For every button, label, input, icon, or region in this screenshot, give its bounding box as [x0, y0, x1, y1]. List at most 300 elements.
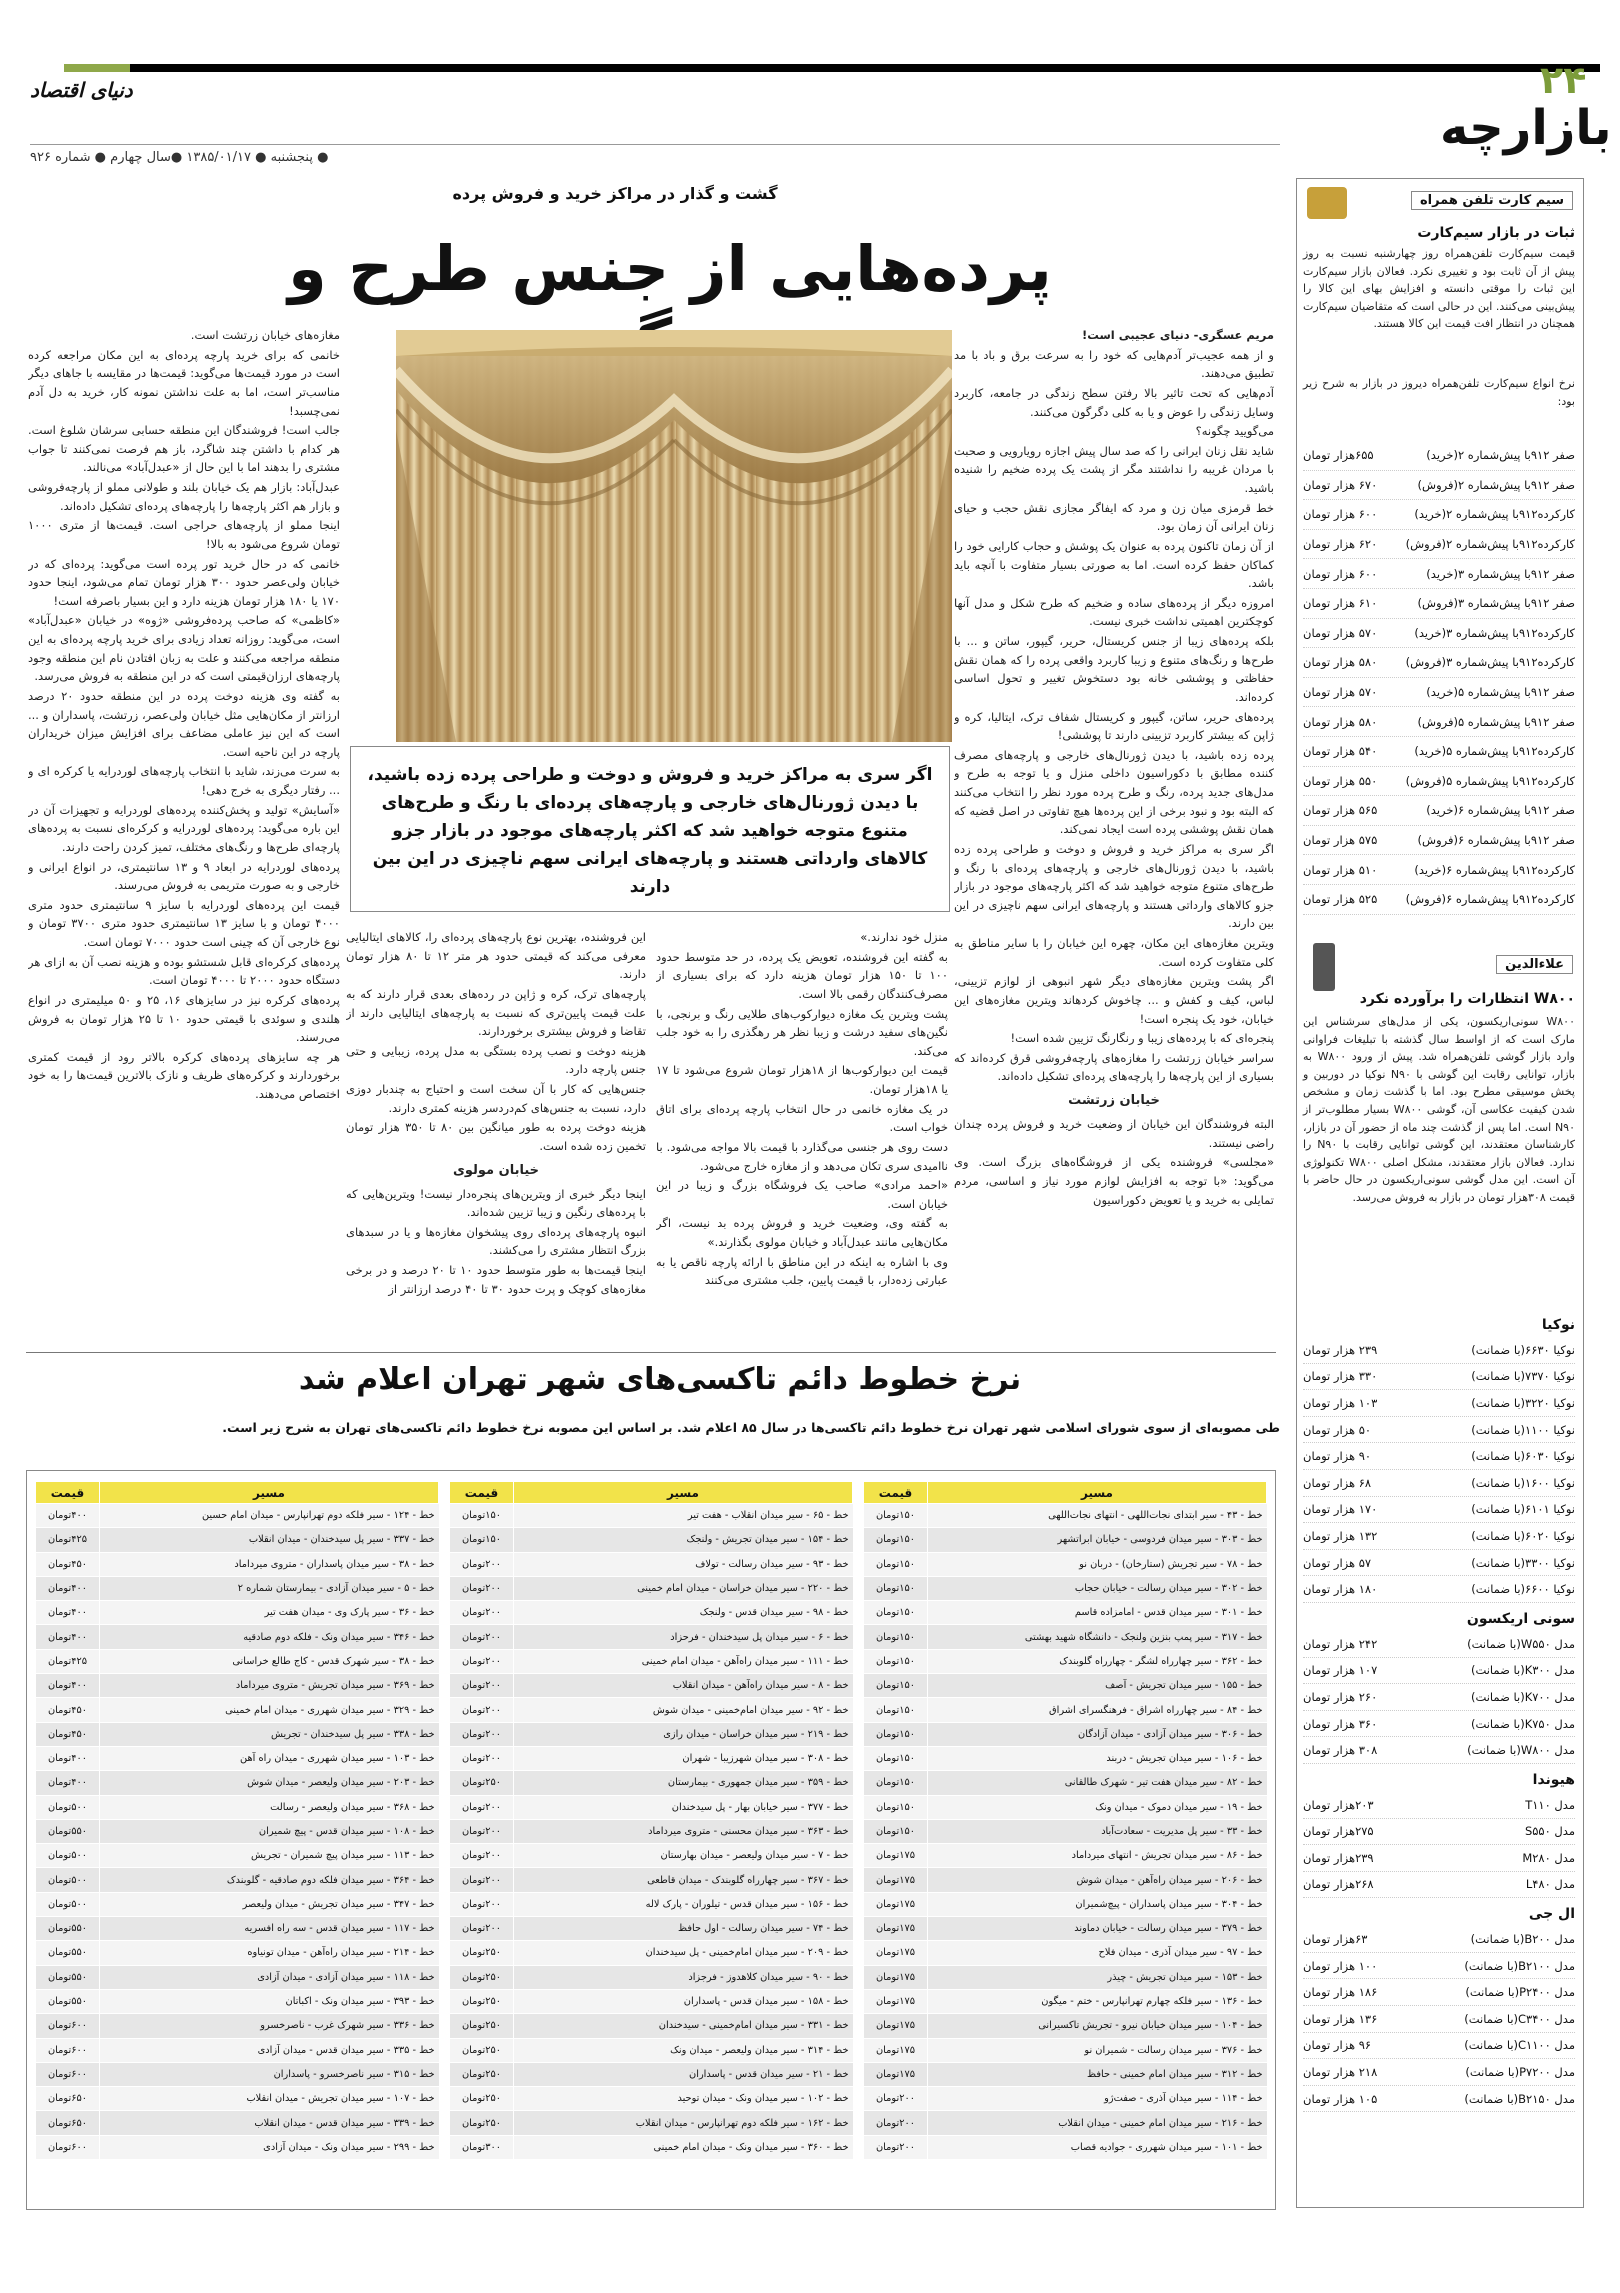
taxi-row — [864, 1601, 1267, 1625]
taxi-route: خط - ۱۰۳ - سیر میدان شهرری - میدان راه آهن — [100, 1746, 439, 1770]
taxi-route: خط - ۳۳۶ - سیر شهرک غرب - ناصرخسرو — [100, 2014, 439, 2038]
taxi-price: ۲۰۰تومان — [450, 1722, 514, 1746]
taxi-route: خط - ۱۵۳ - سیر میدان تجریش - چیذر — [928, 1965, 1267, 1989]
brand-title: ال جی — [1528, 1906, 1575, 1923]
article-paragraph: اینجا قیمت‌ها به طور متوسط حدود ۱۰ تا ۲۰ درصد و در برخی مغازه‌های کوچک و پرت حدود ۳۰ تا ۴۰ درصد ارزانتر از — [346, 1263, 646, 1296]
phone-price: ۵۰ هزار تومان — [1303, 1422, 1372, 1437]
sim-name: کارکرده۹۱۲با پیش‌شماره ۲(فروش) — [1405, 537, 1575, 552]
sim-price: ۵۵۰ هزار تومان — [1303, 773, 1378, 788]
taxi-price: ۶۵۰تومان — [36, 2087, 100, 2111]
taxi-price: ۵۰۰تومان — [36, 1868, 100, 1892]
taxi-route: خط - ۹۷ - سیر میدان آذری - میدان فلاح — [928, 1941, 1267, 1965]
article-paragraph: جالب است! فروشندگان این منطقه حسابی سرشان شلوغ است. هر کدام با داشتن چند شاگرد، باز هم فرصت نمی‌کنند تا جواب مشتری را بدهند اما با این حال از «عبدل‌آباد» می‌نالند. — [28, 423, 340, 475]
article-paragraph: و از همه عجیب‌تر آدم‌هایی که خود را به سرعت برق و باد با مد تطبیق می‌دهند. — [954, 347, 1274, 381]
taxi-price: ۴۰۰تومان — [36, 1746, 100, 1770]
article-paragraph: عبدل‌آباد: بازار هم یک خیابان بلند و طولانی مملو از پارچه‌فروشی و بازار هم اکثر پارچه‌ها را پارچه‌های پرده‌ای تشکیل داده‌اند. — [28, 480, 340, 513]
phone-price-row — [1303, 1364, 1575, 1391]
taxi-route: خط - ۲۲۰ - سیر میدان خراسان - میدان امام خمینی — [514, 1576, 853, 1600]
taxi-col-price: قیمت — [450, 1482, 514, 1504]
taxi-row — [36, 1504, 439, 1528]
phone-price-row — [1303, 2059, 1575, 2086]
article-paragraph: «مجلسی» فروشنده یکی از فروشگاه‌های بزرگ است. وی می‌گوید: «با توجه به افزایش لوازم مورد نیاز و اساسی، مردم تمایلی به خرید و یا تعویض دکوراسیون — [954, 1155, 1274, 1207]
taxi-row — [450, 1601, 853, 1625]
taxi-route: خط - ۲۰۶ - سیر میدان راه‌آهن - میدان شوش — [928, 1868, 1267, 1892]
taxi-row — [36, 1771, 439, 1795]
article-paragraph: پرده زده باشید، با دیدن ژورنال‌های خارجی و پارچه‌های مصرف کننده مطابق با دکوراسیون داخلی منزل و یا توجه به طرح و مدل‌های جدید پرده، رنگ و طرح پرده مورد نظر را انتخاب می‌کنند که البته بود و نبود برخی از این پرده‌ها هیچ تفاوتی در اصل قضیه که همان نقش پوششی پرده است ایجاد نمی‌کند. — [954, 747, 1274, 837]
taxi-route: خط - ۳۲۹ - سیر میدان شهرری - میدان امام خمینی — [100, 1698, 439, 1722]
taxi-row — [36, 1698, 439, 1722]
article-headline: پرده‌هایی از جنس طرح و — [288, 232, 1052, 305]
phone-model: نوکیا ۷۳۷۰(با ضمانت) — [1471, 1369, 1575, 1384]
phone-model: مدل B۲۱۵۰(با ضمانت) — [1464, 2091, 1575, 2106]
taxi-route: خط - ۲۱ - سیر میدان قدس - پاسداران — [514, 2062, 853, 2086]
taxi-route: خط - ۳۹۳ - سیر میدان ونک - اکباتان — [100, 1989, 439, 2013]
taxi-row — [450, 2111, 853, 2135]
sim-name: کارکرده۹۱۲با پیش‌شماره ۲(خرید) — [1414, 507, 1575, 522]
taxi-row — [450, 1625, 853, 1649]
article-paragraph: اینجا دیگر خبری از ویترین‌های پنجره‌دار نیست! ویترین‌هایی که با پرده‌های رنگین و زیبا تزیین شده‌اند. — [346, 1186, 646, 1220]
phone-model: مدل B۲۱۰۰(با ضمانت) — [1464, 1958, 1575, 1973]
phone-price-row — [1303, 2006, 1575, 2033]
phone-model: مدل W۸۰۰(با ضمانت) — [1467, 1743, 1575, 1758]
article-paragraph: البته فروشندگان این خیابان از وضعیت خرید و فروش پرده چندان راضی نیستند. — [954, 1117, 1274, 1150]
taxi-route: خط - ۳۷۶ - سیر میدان رسالت - شمیران نو — [928, 2038, 1267, 2062]
sim-name: صفر ۹۱۲با پیش‌شماره ۳(خرید) — [1426, 566, 1575, 581]
taxi-price: ۲۰۰تومان — [450, 1601, 514, 1625]
phone-price: ۹۰ هزار تومان — [1303, 1449, 1372, 1464]
taxi-price: ۴۰۰تومان — [36, 1601, 100, 1625]
taxi-price: ۱۵۰تومان — [864, 1698, 928, 1722]
article-paragraph: به گفته وی هزینه دوخت پرده در این منطقه حدود ۲۰ درصد ارزانتر از مکان‌هایی مثل خیابان ولی‌عصر، زرتشت، پاسداران و ... است که این نیز عاملی مضاعف برای افزایش میزان خریداران پارچه در این ناحیه است. — [28, 688, 340, 759]
taxi-price: ۱۵۰تومان — [864, 1746, 928, 1770]
taxi-price: ۴۲۵تومان — [36, 1649, 100, 1673]
taxi-route: خط - ۳۰۱ - سیر میدان قدس - امامزاده قاسم — [928, 1601, 1267, 1625]
phone-model: نوکیا ۶۶۳۰(با ضمانت) — [1471, 1342, 1575, 1357]
taxi-row — [450, 1844, 853, 1868]
taxi-row — [36, 1576, 439, 1600]
taxi-row — [864, 2038, 1267, 2062]
taxi-route: خط - ۱۲۴ - سیر فلکه دوم تهرانپارس - میدان امام حسین — [100, 1504, 439, 1528]
taxi-price: ۲۰۰تومان — [450, 1698, 514, 1722]
article-subheading: خیابان مولوی — [452, 1162, 540, 1178]
taxi-route: خط - ۳۶۰ - سیر میدان ونک - میدان امام خمینی — [514, 2135, 853, 2159]
phone-price: ۹۶ هزار تومان — [1303, 2038, 1372, 2053]
taxi-route: خط - ۳۸ - سیر شهرک قدس - کاج طالع خراسانی — [100, 1649, 439, 1673]
taxi-row — [450, 1698, 853, 1722]
taxi-row — [864, 1844, 1267, 1868]
taxi-route: خط - ۳۴۶ - سیر میدان ونک - فلکه دوم صادقیه — [100, 1625, 439, 1649]
taxi-price: ۵۰۰تومان — [36, 1844, 100, 1868]
taxi-price: ۲۰۰تومان — [450, 1795, 514, 1819]
sim-price: ۵۱۰ هزار تومان — [1303, 862, 1378, 877]
taxi-row — [36, 2111, 439, 2135]
taxi-route: خط - ۱۹ - سیر میدان دموک - میدان ونک — [928, 1795, 1267, 1819]
article-paragraph: «احمد مرادی» صاحب یک فروشگاه بزرگ و زیبا در این خیابان است. — [656, 1178, 948, 1211]
phone-model: مدل B۲۰۰(با ضمانت) — [1470, 1932, 1575, 1947]
taxi-route: خط - ۱۰۸ - سیر میدان قدس - پیچ شمیران — [100, 1819, 439, 1843]
sim-name: کارکرده۹۱۲با پیش‌شماره ۳(فروش) — [1405, 655, 1575, 670]
taxi-price: ۱۷۵تومان — [864, 2038, 928, 2062]
phone-model: نوکیا ۳۳۰۰(با ضمانت) — [1471, 1555, 1575, 1570]
article-paragraph: پرده‌های لوردرایه در ابعاد ۹ و ۱۳ سانتیمتری، در انواع ایرانی و خارجی و به صورت متریمی به فروش می‌رسند. — [28, 859, 340, 893]
taxi-row — [36, 1868, 439, 1892]
article-paragraph: به گفته این فروشنده، تعویض یک پرده، در حد متوسط حدود ۱۰۰ تا ۱۵۰ هزار تومان هزینه دارد که برای بسیاری از مصرف‌کنندگان رقمی بالا است. — [656, 949, 948, 1001]
taxi-route: خط - ۱۶۲ - سیر فلکه دوم تهرانپارس - میدان انقلاب — [514, 2111, 853, 2135]
phone-price: ۳۶۰ هزار تومان — [1303, 1716, 1378, 1731]
taxi-row — [450, 1795, 853, 1819]
sim-name: کارکرده۹۱۲با پیش‌شماره ۵(فروش) — [1405, 773, 1575, 788]
sim-price: ۶۱۰ هزار تومان — [1303, 596, 1378, 611]
taxi-price: ۲۵۰تومان — [450, 1989, 514, 2013]
taxi-row — [450, 1917, 853, 1941]
taxi-table — [449, 1481, 853, 2160]
phone-price: ۱۰۳ هزار تومان — [1303, 1395, 1378, 1410]
taxi-price: ۲۰۰تومان — [450, 1746, 514, 1770]
phone-price: ۱۰۷ هزار تومان — [1303, 1663, 1378, 1678]
phone-model: مدل K۷۵۰(با ضمانت) — [1470, 1716, 1575, 1731]
taxi-row — [36, 1746, 439, 1770]
article-paragraph: اگر سری به مراکز خرید و فروش و دوخت و طراحی پرده زده باشید، با دیدن ژورنال‌های خارجی و پارچه‌های پرده‌ای با رنگ و طرح‌های متنوع متوجه خواهید شد که اکثر پارچه‌های موجود در بازار جزو کالاهای وارداتی هستند و پارچه‌های ایرانی سهم ناچیزی در این بین دارند. — [954, 841, 1274, 931]
taxi-row — [450, 1989, 853, 2013]
phone-model: نوکیا ۱۱۰۰(با ضمانت) — [1471, 1422, 1575, 1437]
article-paragraph: سراسر خیابان زرتشت را مغازه‌های پارچه‌فروشی قرق کرده‌اند که بسیاری از این پارچه‌ها را پارچه‌های پرده‌ای تشکیل داده‌اند. — [954, 1050, 1274, 1084]
sim-price: ۵۷۰ هزار تومان — [1303, 685, 1378, 700]
taxi-row — [36, 1649, 439, 1673]
phone-price-row — [1303, 1953, 1575, 1980]
taxi-price: ۱۵۰تومان — [864, 1601, 928, 1625]
sim-price: ۶۵۵هزار تومان — [1303, 448, 1374, 463]
article-paragraph: قیمت این دیوارکوب‌ها از ۱۸هزار تومان شروع می‌شود تا ۱۷ یا ۱۸هزار تومان. — [656, 1063, 948, 1096]
phone-price-row — [1303, 1711, 1575, 1738]
taxi-route: خط - ۳۷۷ - سیر خیابان بهار - پل سیدخندان — [514, 1795, 853, 1819]
article-column-2 — [656, 928, 948, 1348]
taxi-table — [35, 1481, 439, 2160]
taxi-route: خط - ۱۰۶ - سیر میدان تجریش - دربند — [928, 1746, 1267, 1770]
phone-price: ۱۳۲ هزار تومان — [1303, 1528, 1378, 1543]
taxi-row — [36, 1965, 439, 1989]
taxi-route: خط - ۳۱۲ - سیر میدان امام خمینی - حافظ — [928, 2062, 1267, 2086]
sim-price-row — [1303, 619, 1575, 649]
taxi-row — [864, 1746, 1267, 1770]
article-paragraph: اینجا مملو از پارچه‌های حراجی است. قیمت‌ها از متری ۱۰۰۰ تومان شروع می‌شود به بالا! — [28, 518, 340, 551]
article-paragraph: انبوه پارچه‌های پرده‌ای روی پیشخوان مغازه‌ها و یا در سبدهای بزرگ انتظار مشتری را می‌کشند. — [346, 1224, 646, 1258]
taxi-price: ۱۷۵تومان — [864, 1989, 928, 2013]
phone-price-row — [1303, 1792, 1575, 1819]
article-paragraph: پشت ویترین یک مغازه دیوارکوب‌های طلایی رنگ و برنجی، با نگین‌های سفید درشت و زیبا نظر هر رهگذری را به خود جلب می‌کند. — [656, 1006, 948, 1058]
taxi-price: ۴۰۰تومان — [36, 1576, 100, 1600]
taxi-row — [450, 1674, 853, 1698]
taxi-price: ۵۵۰تومان — [36, 1819, 100, 1843]
sim-price: ۵۸۰ هزار تومان — [1303, 655, 1378, 670]
article-paragraph: شاید نقل زنان ایرانی را که صد سال پیش اجازه رویارویی و صحبت با مردان غریبه را نداشتند مگر از پشت یک پرده ضخیم را شنیده باشید. — [954, 443, 1274, 495]
phone-text: W۸۰۰ سونی‌اریکسون، یکی از مدل‌های سرشناس این مارک است که از اواسط سال گذشته با تبلیغات فراوانی وارد بازار گوشی تلفن‌همراه شد. پیش از ورود W۸۰۰ به بازار، توانایی رقابت این گوشی با N۹۰ نوکیا در دوربین و پخش موسیقی مطرح بود. اما با گذشت زمان و مشخص شدن کیفیت عکاسی آن، گوشی W۸۰۰ بسیار مطلوب‌تر از N۹۰ است. اما پس از گذشت چند ماه از حضور آن در بازار، کارشناسان معتقدند، این گوشی توانایی رقابت با N۹۰ را ندارد. فعالان بازار معتقدند، مشکل اصلی W۸۰۰ تکنولوژی آن است. این مدل گوشی سونی‌اریکسون در حال حاضر با قیمت ۳۰۸هزار تومان در بازار به فروش می‌رسد. — [1303, 1015, 1576, 1204]
taxi-price: ۱۵۰تومان — [864, 1576, 928, 1600]
article-paragraph: بلکه پرده‌های زیبا از جنس کریستال، حریر، گیپور، ساتن و ... با طرح‌ها و رنگ‌های متنوع و زیبا کاربرد واقعی پرده را که همان نقش حفاظتی و پوششی خانه بود دستخوش تغییر و تحول اساسی کرده‌اند. — [954, 634, 1274, 704]
taxi-price: ۴۵۰تومان — [36, 1698, 100, 1722]
article-subheading: خیابان زرتشت — [1068, 1093, 1160, 1108]
curtain-image — [396, 330, 952, 742]
taxi-route: خط - ۹۳ - سیر میدان رسالت - تولاف — [514, 1552, 853, 1576]
taxi-price: ۲۰۰تومان — [450, 1892, 514, 1916]
taxi-price: ۴۲۵تومان — [36, 1528, 100, 1552]
article-column-4 — [28, 326, 340, 1348]
phone-model: نوکیا ۳۲۲۰(با ضمانت) — [1471, 1395, 1575, 1410]
taxi-price: ۲۰۰تومان — [450, 1674, 514, 1698]
phone-price-row — [1303, 1523, 1575, 1550]
taxi-price: ۲۵۰تومان — [450, 1965, 514, 1989]
phone-price-row — [1303, 1390, 1575, 1417]
taxi-row — [36, 1722, 439, 1746]
taxi-price: ۲۰۰تومان — [450, 1625, 514, 1649]
taxi-row — [864, 1868, 1267, 1892]
sim-price: ۵۷۰ هزار تومان — [1303, 625, 1378, 640]
phone-price: ۲۶۰ هزار تومان — [1303, 1689, 1378, 1704]
taxi-route: خط - ۹۰ - سیر میدان کلاهدوز - فرجزاد — [514, 1965, 853, 1989]
phone-model: نوکیا ۶۶۰۰(با ضمانت) — [1471, 1582, 1575, 1597]
taxi-route: خط - ۳۳۸ - سیر پل سیدخندان - تجریش — [100, 1722, 439, 1746]
taxi-price: ۱۷۵تومان — [864, 2062, 928, 2086]
taxi-route: خط - ۱۱۸ - سیر میدان آزادی - میدان آزادی — [100, 1965, 439, 1989]
taxi-row — [450, 1892, 853, 1916]
sim-price-row — [1303, 767, 1575, 797]
sim-price-row — [1303, 826, 1575, 856]
taxi-intro: طی مصوبه‌ای از سوی شورای اسلامی شهر تهران نرخ خطوط دائم تاکسی‌ها در سال ۸۵ اعلام شد. بر اساس این مصوبه نرخ خطوط دائم تاکسی‌های تهران به شرح زیر است. — [222, 1420, 1280, 1435]
article-paragraph: خانمی که در حال خرید تور پرده است می‌گوید: پرده‌ای که در خیابان ولی‌عصر حدود ۳۰۰ هزار تومان تمام می‌شود، اینجا حدود ۱۷۰ یا ۱۸۰ هزار تومان هزینه دارد و این بسیار باصرفه است! — [28, 556, 340, 608]
taxi-row — [36, 1601, 439, 1625]
taxi-route: خط - ۴۳ - سیر ابتدای نجات‌اللهی - انتهای نجات‌اللهی — [928, 1504, 1267, 1528]
sim-card-icon — [1307, 187, 1347, 219]
sim-price-row — [1303, 471, 1575, 501]
taxi-row — [864, 1965, 1267, 1989]
taxi-price: ۲۰۰تومان — [450, 1576, 514, 1600]
taxi-row — [36, 2038, 439, 2062]
phone-price-row — [1303, 1497, 1575, 1524]
taxi-price: ۱۵۰تومان — [450, 1528, 514, 1552]
taxi-route: خط - ۳۰۶ - سیر میدان آزادی - میدان آزادگان — [928, 1722, 1267, 1746]
phone-price-row — [1303, 1684, 1575, 1711]
article-paragraph: هزینه دوخت و نصب پرده بستگی به مدل پرده، زیبایی و حتی جنس پارچه دارد. — [346, 1043, 646, 1077]
taxi-route: خط - ۳۵۹ - سیر میدان جمهوری - بیمارستان — [514, 1771, 853, 1795]
phone-model: مدل C۳۴۰۰(با ضمانت) — [1464, 2011, 1575, 2026]
taxi-price: ۱۵۰تومان — [864, 1795, 928, 1819]
article-paragraph: جنس‌هایی که کار با آن سخت است و احتیاج به چندبار دوزی دارد، نسبت به جنس‌های کم‌دردسر هزینه کمتری دارند. — [346, 1082, 646, 1115]
phone-price: ۱۸۶ هزار تومان — [1303, 1985, 1378, 2000]
taxi-price: ۶۵۰تومان — [36, 2111, 100, 2135]
taxi-row — [864, 1917, 1267, 1941]
taxi-route: خط - ۳۴۷ - سیر میدان تجریش - میدان ولیعصر — [100, 1892, 439, 1916]
taxi-fare-tables — [26, 1470, 1276, 2210]
taxi-price: ۴۰۰تومان — [36, 1771, 100, 1795]
sim-price-row — [1303, 678, 1575, 708]
brand-title: نوکیا — [1541, 1317, 1575, 1333]
taxi-price: ۱۵۰تومان — [864, 1722, 928, 1746]
taxi-route: خط - ۱۳۶ - سیر فلکه چهارم تهرانپارس - ختم - میگون — [928, 1989, 1267, 2013]
phone-price-row — [1303, 1631, 1575, 1658]
article-paragraph: به سرت می‌زند، شاید با انتخاب پارچه‌های لوردرایه یا کرکره ای و ... رفتار دیگری به خرج دهی! — [28, 764, 340, 797]
article-paragraph: ویترین مغازه‌های این مکان، چهره این خیابان را با سایر مناطق به کلی متفاوت کرده است. — [954, 936, 1274, 969]
taxi-row — [450, 1722, 853, 1746]
phone-model: مدل L۴۸۰ — [1525, 1877, 1575, 1892]
phone-tag: علاءالدین — [1496, 955, 1573, 974]
taxi-price: ۵۰۰تومان — [36, 1892, 100, 1916]
sim-price: ۵۲۵ هزار تومان — [1303, 892, 1378, 907]
sim-price-row — [1303, 885, 1575, 915]
taxi-price: ۴۵۰تومان — [36, 1552, 100, 1576]
article-paragraph: در یک مغازه خانمی در حال انتخاب پارچه پرده‌ای برای اتاق خواب است. — [656, 1101, 948, 1135]
taxi-row — [450, 1868, 853, 1892]
phone-price: ۲۶۸هزار تومان — [1303, 1877, 1374, 1892]
phone-price: ۲۳۹هزار تومان — [1303, 1850, 1374, 1865]
article-paragraph: وی با اشاره به اینکه در این مناطق با ارائه پارچه ناقص یا به عبارتی زده‌دار، با قیمت پایین، جلب مشتری می‌کنند — [656, 1254, 948, 1288]
phone-model: مدل K۳۰۰(با ضمانت) — [1470, 1663, 1575, 1678]
taxi-table — [863, 1481, 1267, 2160]
sim-name: صفر ۹۱۲با پیش‌شماره ۶(فروش) — [1417, 833, 1575, 848]
taxi-price: ۲۵۰تومان — [450, 2062, 514, 2086]
taxi-row — [36, 1552, 439, 1576]
page-number: ۲۴ — [1540, 58, 1587, 102]
taxi-row — [864, 1698, 1267, 1722]
taxi-row — [864, 1941, 1267, 1965]
taxi-row — [864, 2014, 1267, 2038]
taxi-row — [36, 1844, 439, 1868]
phone-model: مدل W۵۵۰(با ضمانت) — [1467, 1636, 1575, 1651]
taxi-route: خط - ۲۰۹ - سیر میدان امام‌خمینی - پل سیدخندان — [514, 1941, 853, 1965]
phone-model: مدل T۱۱۰ — [1525, 1797, 1575, 1812]
taxi-route: خط - ۸ - سیر میدان راه‌آهن - میدان انقلاب — [514, 1674, 853, 1698]
taxi-route: خط - ۱۵۶ - سیر میدان قدس - تیلوران - پارک لاله — [514, 1892, 853, 1916]
taxi-row — [864, 1528, 1267, 1552]
taxi-price: ۱۵۰تومان — [864, 1771, 928, 1795]
taxi-price: ۵۵۰تومان — [36, 1917, 100, 1941]
taxi-divider — [26, 1352, 1276, 1353]
taxi-row — [864, 1552, 1267, 1576]
taxi-price: ۵۵۰تومان — [36, 1965, 100, 1989]
phone-price-row — [1303, 1658, 1575, 1685]
sim-price-row — [1303, 855, 1575, 885]
taxi-route: خط - ۲۹۹ - سیر میدان ونک - میدان آزادی — [100, 2135, 439, 2159]
article-paragraph: اگر پشت ویترین مغازه‌های دیگر شهر انبوهی از لوازم تزیینی، لباس، کیف و کفش و ... چاخوش کردهاند ویترین مغازه‌های این خیابان، خود یک پنجره است! — [954, 974, 1274, 1026]
taxi-route: خط - ۷ - سیر میدان ولیعصر - میدان بهارستان — [514, 1844, 853, 1868]
sim-name: کارکرده۹۱۲با پیش‌شماره ۶(خرید) — [1414, 862, 1575, 877]
taxi-route: خط - ۳۳۱ - سیر میدان امام‌خمینی - سیدخندان — [514, 2014, 853, 2038]
phone-price-list — [1303, 1309, 1575, 2112]
article-paragraph: پرده‌های کرکره‌ای قابل شستشو بوده و هزینه نصب آن به ازای هر دستگاه حدود ۲۰۰۰ تا ۴۰۰۰ تومان است. — [28, 954, 340, 988]
sim-price: ۶۰۰ هزار تومان — [1303, 507, 1378, 522]
sim-price: ۶۷۰ هزار تومان — [1303, 477, 1378, 492]
taxi-row — [864, 1625, 1267, 1649]
taxi-col-route: مسیر — [928, 1482, 1267, 1504]
taxi-route: خط - ۱۱۳ - سیر میدان پیچ شمیران - تجریش — [100, 1844, 439, 1868]
taxi-route: خط - ۲۰۳ - سیر میدان ولیعصر - میدان شوش — [100, 1771, 439, 1795]
taxi-price: ۲۰۰تومان — [450, 1917, 514, 1941]
taxi-price: ۱۵۰تومان — [864, 1674, 928, 1698]
taxi-col-price: قیمت — [36, 1482, 100, 1504]
article-column-3 — [346, 928, 646, 1348]
phone-price: ۳۳۰ هزار تومان — [1303, 1369, 1378, 1384]
taxi-route: خط - ۱۰۴ - سیر میدان خیابان نیرو - تجریش تاکسیرانی — [928, 2014, 1267, 2038]
taxi-row — [450, 1552, 853, 1576]
taxi-route: خط - ۳۶۷ - سیر چهارراه گلوبندک - میدان قاطعی — [514, 1868, 853, 1892]
article-paragraph: آدم‌هایی که تحت تاثیر بالا رفتن سطح زندگی در جامعه، کاربرد وسایل زندگی را عوض و یا به کلی دگرگون می‌کنند. — [954, 385, 1274, 419]
taxi-row — [450, 1819, 853, 1843]
taxi-route: خط - ۹۸ - سیر میدان قدس - ولنجک — [514, 1601, 853, 1625]
curtain-photo — [396, 330, 952, 742]
sim-name: کارکرده۹۱۲با پیش‌شماره ۳(خرید) — [1414, 625, 1575, 640]
taxi-route: خط - ۳۰۸ - سیر میدان شهرزیبا - شهران — [514, 1746, 853, 1770]
phone-price: ۱۸۰ هزار تومان — [1303, 1582, 1378, 1597]
article-paragraph: امروزه دیگر از پرده‌های ساده و ضخیم که طرح شکل و مدل آنها کوچکترین اهمیتی نداشت خبری نیست. — [954, 595, 1274, 629]
sim-name: صفر ۹۱۲با پیش‌شماره ۵(خرید) — [1426, 685, 1575, 700]
taxi-price: ۵۵۰تومان — [36, 1989, 100, 2013]
taxi-row — [36, 1819, 439, 1843]
phone-model: مدل P۲۴۰۰(با ضمانت) — [1465, 1985, 1575, 2000]
brand-title: هیوندا — [1532, 1771, 1575, 1788]
taxi-price: ۵۵۰تومان — [36, 1941, 100, 1965]
sim-price-row — [1303, 707, 1575, 737]
taxi-row — [36, 2014, 439, 2038]
taxi-price: ۱۵۰تومان — [864, 1552, 928, 1576]
taxi-price: ۲۵۰تومان — [450, 2038, 514, 2062]
taxi-route: خط - ۲۱۶ - سیر میدان امام خمینی - میدان انقلاب — [928, 2111, 1267, 2135]
newspaper-logo: دنیای اقتصاد — [30, 78, 133, 102]
phone-price-row — [1303, 1819, 1575, 1846]
taxi-price: ۲۰۰تومان — [450, 1844, 514, 1868]
taxi-route: خط - ۳۳۷ - سیر پل سیدخندان - میدان انقلاب — [100, 1528, 439, 1552]
article-paragraph: خط قرمزی میان زن و مرد که ایفاگر مجازی نقش حجب و حیای زنان ایرانی آن زمان بود. — [954, 500, 1274, 534]
taxi-route: خط - ۳۰۴ - سیر میدان پاسداران - پیچ‌شمیران — [928, 1892, 1267, 1916]
article-paragraph: دست روی هر جنسی می‌گذارد با قیمت بالا مواجه می‌شود. با ناامیدی سری تکان می‌دهد و از مغازه خارج می‌شود. — [656, 1139, 948, 1173]
article-paragraph: منزل خود ندارند.» — [860, 930, 948, 944]
phone-price-row — [1303, 1417, 1575, 1444]
taxi-price: ۲۰۰تومان — [450, 1819, 514, 1843]
taxi-price: ۴۰۰تومان — [36, 1674, 100, 1698]
taxi-row — [450, 1576, 853, 1600]
phone-price: ۲۴۲ هزار تومان — [1303, 1636, 1378, 1651]
taxi-price: ۲۰۰تومان — [450, 1552, 514, 1576]
taxi-price: ۶۰۰تومان — [36, 2014, 100, 2038]
taxi-price: ۱۵۰تومان — [450, 1504, 514, 1528]
taxi-route: خط - ۷۴ - سیر میدان رسالت - اول حافظ — [514, 1917, 853, 1941]
taxi-row — [864, 2062, 1267, 2086]
taxi-route: خط - ۳۶۳ - سیر میدان محسنی - متروی میرداماد — [514, 1819, 853, 1843]
taxi-price: ۲۰۰تومان — [450, 1868, 514, 1892]
taxi-price: ۵۰۰تومان — [36, 1795, 100, 1819]
taxi-row — [450, 2014, 853, 2038]
taxi-route: خط - ۳۳ - سیر پل مدیریت - سعادت‌آباد — [928, 1819, 1267, 1843]
taxi-price: ۳۰۰تومان — [450, 2135, 514, 2159]
taxi-price: ۲۰۰تومان — [864, 2087, 928, 2111]
phone-price-row — [1303, 1337, 1575, 1364]
phone-price: ۲۱۸ هزار تومان — [1303, 2065, 1378, 2080]
taxi-route: خط - ۸۶ - سیر میدان تجریش - انتهای میرداماد — [928, 1844, 1267, 1868]
sim-price: ۵۸۰ هزار تومان — [1303, 714, 1378, 729]
taxi-route: خط - ۳۷۹ - سیر میدان رسالت - خیابان دماوند — [928, 1917, 1267, 1941]
taxi-route: خط - ۱۱۷ - سیر میدان قدس - سه راه افسریه — [100, 1917, 439, 1941]
sim-price-row — [1303, 589, 1575, 619]
taxi-route: خط - ۱۰۷ - سیر میدان تجریش - میدان انقلاب — [100, 2087, 439, 2111]
sim-card-text: قیمت سیم‌کارت تلفن‌همراه روز چهارشنبه نسبت به روز پیش از آن ثابت بود و تغییری نکرد. فعالان بازار سیم‌کارت این ثبات را موقتی دانسته و افزایش بهای این کالا را پیش‌بینی می‌کنند. این در حالی است که متقاضیان سیم‌کارت همچنان در انتظار افت قیمت این کالا هستند. — [1303, 247, 1575, 331]
taxi-row — [864, 1989, 1267, 2013]
taxi-route: خط - ۵ - سیر میدان آزادی - بیمارستان شماره ۲ — [100, 1576, 439, 1600]
taxi-row — [864, 2135, 1267, 2159]
article-kicker: گشت و گذار در مراکز خرید و فروش پرده — [452, 184, 778, 203]
taxi-row — [450, 1965, 853, 1989]
taxi-route: خط - ۶۵ - سیر میدان انقلاب - هفت تیر — [514, 1504, 853, 1528]
phone-price: ۲۳۹ هزار تومان — [1303, 1342, 1378, 1357]
taxi-price: ۱۵۰تومان — [864, 1504, 928, 1528]
phone-price-row — [1303, 1926, 1575, 1953]
sim-card-tag: سیم کارت تلفن همراه — [1411, 191, 1573, 210]
